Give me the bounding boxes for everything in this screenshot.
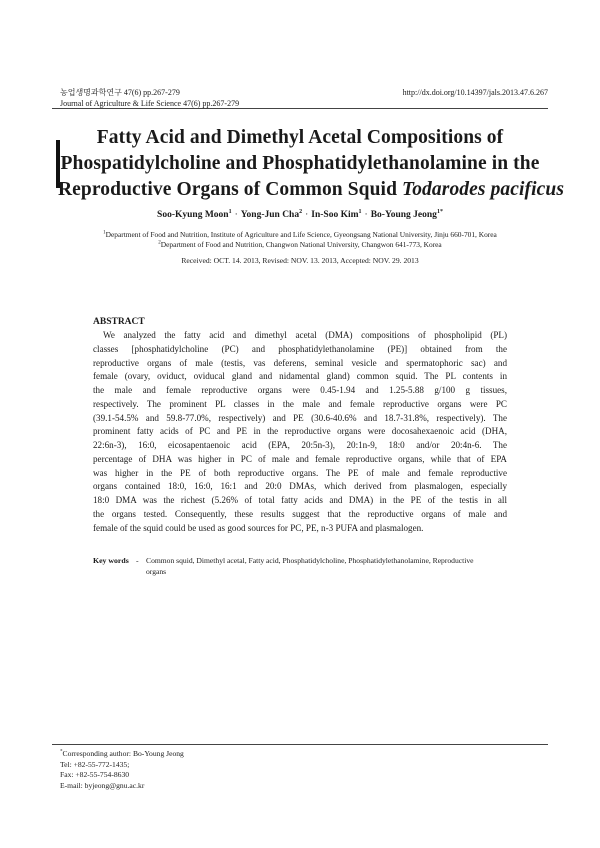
author: In-Soo Kim [311,210,359,220]
abstract-line: the organs tested. Consequently, these results suggest that the reproductive organs of male and [93,508,507,519]
abstract-line: prominent fatty acids of PC and PE in the reproductive organs were docosahexaenoic acid (DHA, [93,426,507,437]
author: Soo-Kyung Moon [157,210,229,220]
author-separator: · [305,210,309,220]
author-mark: 2 [299,208,303,215]
abstract-body [93,329,507,535]
title-line-3 [58,177,565,203]
journal-header-korean: 농업생명과학연구 47(6) pp.267-279 [60,88,180,97]
footnote-line [60,749,184,760]
author-separator: · [234,210,238,220]
footnote-mark: * [60,749,63,755]
author: Bo-Young Jeong [370,210,437,220]
footnote-tel: Tel: +82-55-772-1435; [60,759,130,769]
affiliation-mark: 1 [103,230,106,236]
affiliation-text: Department of Food and Nutrition, Changwon National University, Changwon 641-773, Korea [160,240,442,249]
title-line-2: Phospatidylcholine and Phosphatidylethanolamine in the [60,153,540,174]
abstract-line: female (ovary, oviduct, oviducal gland and nidamental gland) common squid. The PL contents in [93,371,507,382]
author: Yong-Jun Cha [240,210,300,220]
corresponding-author-footnote [60,749,184,792]
title-line-3-plain: Reproductive Organs of Common Squid [58,179,402,200]
abstract-line: respectively. The prominent PL classes in the male and female reproductive organs were PC [93,398,507,409]
abstract-line: reproductive organs of male (testis, vas deferens, seminal vesicle and spermatophoric sac) and [93,357,507,368]
footnote-rule [52,744,548,745]
abstract-line: the male and female reproductive organs were 0.45-1.94 and 1.25-5.88 g/100 g tissues, [93,385,507,395]
abstract-line: 18:0 DMA was the richest (5.26% of total fatty acids and DMA) in the PE of the testis in all [93,495,507,505]
author-mark: 1* [436,208,443,215]
species-name: Todarodes pacificus [401,179,565,200]
paper-title [58,125,565,203]
footnote-fax: Fax: +82-55-754-8630 [60,770,130,780]
abstract-line: was higher in the PE of both reproductive organs. The PE of male and female reproductive [93,467,507,478]
journal-header-english: Journal of Agriculture & Life Science 47(6) pp.267-279 [60,99,240,108]
abstract-line: female of the squid could be used as good sources for PC, PE, n-3 PUFA and plasmalogen. [93,522,424,533]
affiliation-1 [60,230,540,240]
received-dates: Received: OCT. 14. 2013, Revised: NOV. 13. 2013, Accepted: NOV. 29. 2013 [181,256,419,265]
title-line-1: Fatty Acid and Dimethyl Acetal Compositions of [96,127,504,148]
abstract-line: 22:6n-3), 16:0, eicosapentaenoic acid (EPA, 20:5n-3), 20:1n-9, 18:0 and/or 20:4n-6. The [93,440,507,450]
abstract-line: (39.1-54.5% and 59.8-77.0%, respectively) and PE (30.6-40.6% and 18.7-31.8%, respectively). The [93,412,507,423]
header-rule [52,108,548,109]
affiliation-2 [60,240,540,250]
abstract-line: We analyzed the fatty acid and dimethyl acetal (DMA) compositions of phospholipid (PL) [103,330,507,340]
abstract-line: percentage of DHA was higher in PC of male and female reproductive organs, while that of EPA [93,453,507,464]
abstract-line: classes [phosphatidylcholine (PC) and phosphatidylethanolamine (PE)] obtained from the [93,343,507,354]
doi-link[interactable]: http://dx.doi.org/10.14397/jals.2013.47.6.267 [402,88,548,97]
keywords-line: Common squid, Dimethyl acetal, Fatty acid, Phosphatidylcholine, Phosphatidylethanolamine, Reproductive [146,556,474,565]
author-separator: · [364,210,368,220]
affiliation-mark: 2 [158,240,161,246]
corresponding-author: Corresponding author: Bo-Young Jeong [62,749,184,758]
abstract-heading: ABSTRACT [93,317,145,327]
keywords-line: organs [146,567,167,576]
footnote-email[interactable]: E-mail: byjeong@gnu.ac.kr [60,781,145,791]
abstract-line: organs contained 18:0, 16:0, 16:1 and 20:0 DMAs, which derived from plasmalogen, especially [93,481,507,492]
author-list [60,209,540,221]
author-mark: 1 [228,208,232,215]
keywords-dash: - [136,556,139,565]
author-mark: 1 [358,208,362,215]
keywords-list [146,555,510,577]
keywords-label: Key words [93,556,129,565]
affiliation-text: Department of Food and Nutrition, Institute of Agriculture and Life Science, Gyeongsang National University, Jinju 660-701, Korea [105,230,497,239]
